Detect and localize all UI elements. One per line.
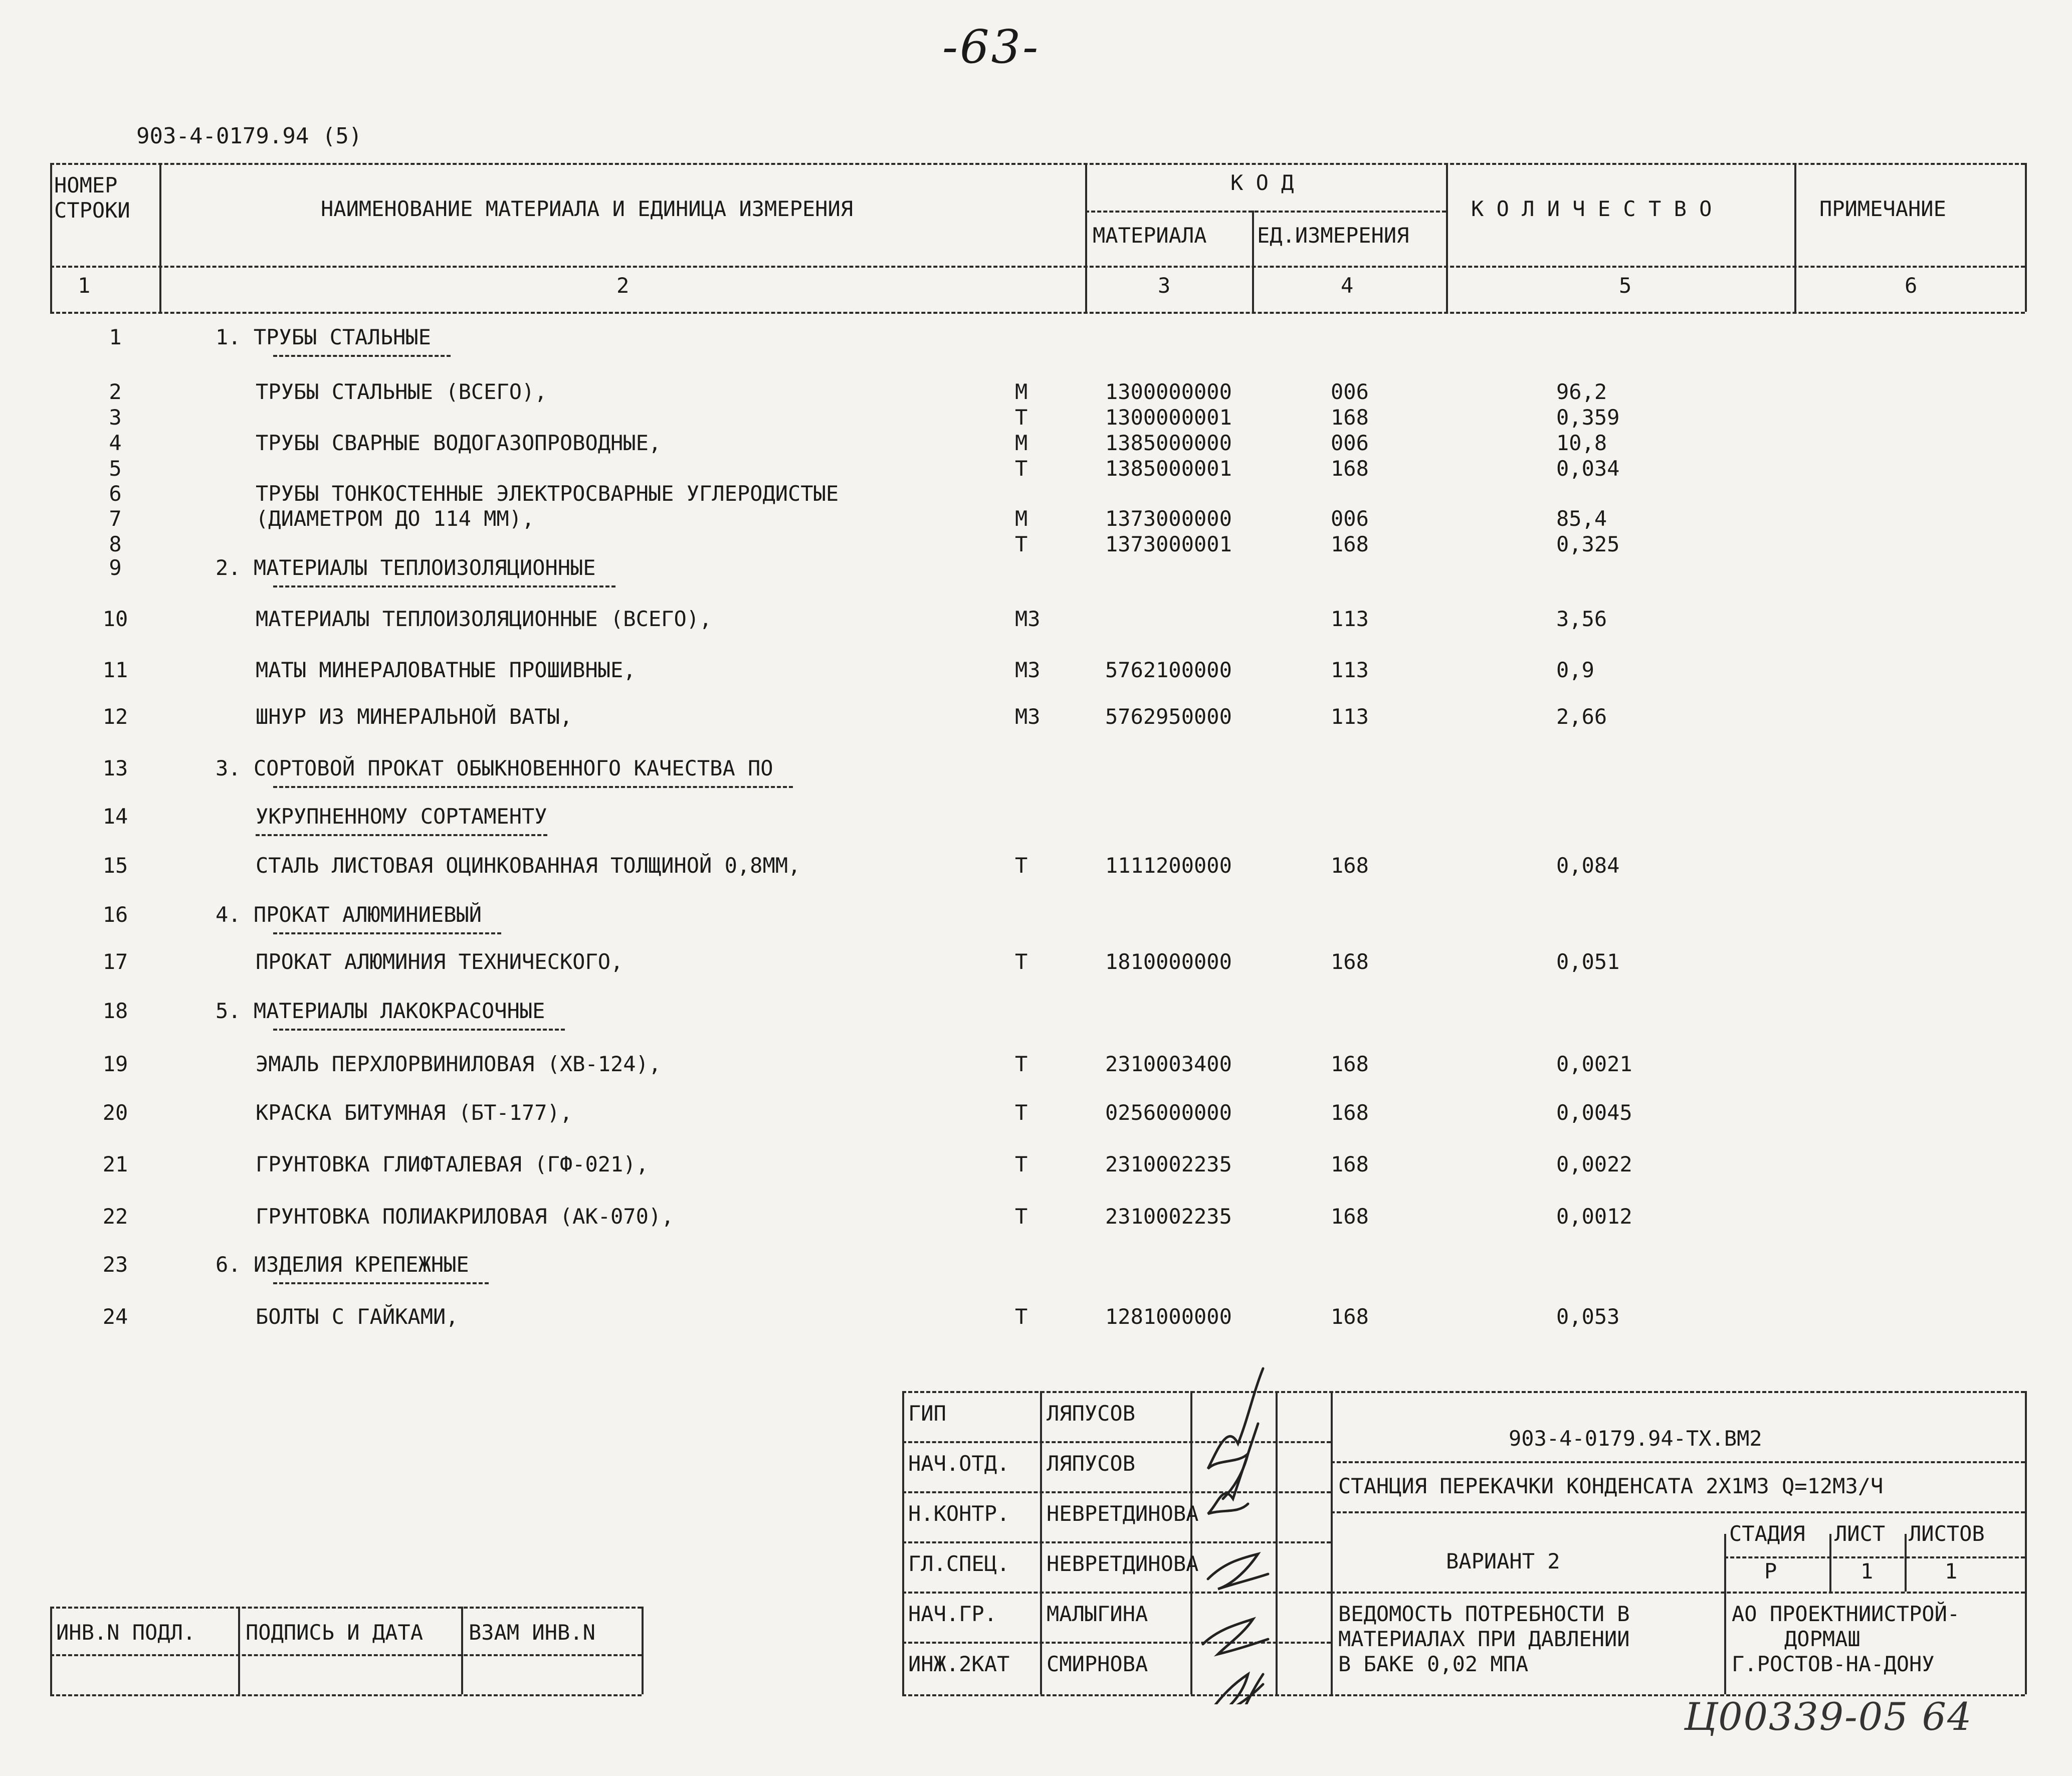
signatory-role: НАЧ.ОТД.	[908, 1451, 1010, 1476]
section-underline	[273, 1282, 489, 1284]
sheets-value: 1	[1945, 1559, 1958, 1584]
quantity-value: 0,325	[1556, 532, 1620, 556]
unit-of-measure: Т	[1015, 532, 1028, 556]
row-number: 19	[102, 1052, 128, 1076]
document-title-line: В БАКЕ 0,02 МПА	[1338, 1652, 1529, 1676]
material-code: 1111200000	[1105, 853, 1232, 878]
inventory-replacement-number: ВЗАМ ИНВ.N	[469, 1620, 595, 1645]
unit-code: 168	[1331, 405, 1369, 430]
unit-of-measure: Т	[1015, 949, 1028, 974]
quantity-value: 0,0045	[1556, 1100, 1632, 1125]
material-name: МАТЫ МИНЕРАЛОВАТНЫЕ ПРОШИВНЫЕ,	[256, 658, 636, 682]
quantity-value: 2,66	[1556, 704, 1607, 729]
header-col-number: 4	[1341, 273, 1354, 298]
section-underline	[273, 585, 615, 587]
section-underline	[273, 355, 451, 357]
material-name: ТРУБЫ ТОНКОСТЕННЫЕ ЭЛЕКТРОСВАРНЫЕ УГЛЕРОДИСТЫЕ	[256, 481, 839, 506]
inventory-signature-date: ПОДПИСЬ И ДАТА	[246, 1620, 424, 1645]
section-title: 6. ИЗДЕЛИЯ КРЕПЕЖНЫЕ	[216, 1252, 469, 1277]
unit-code: 006	[1331, 506, 1369, 531]
material-code: 1281000000	[1105, 1304, 1232, 1329]
sheets-header: ЛИСТОВ	[1909, 1521, 1985, 1546]
unit-code: 168	[1331, 456, 1369, 481]
row-number: 4	[109, 431, 122, 455]
page-number: -63-	[942, 20, 1041, 74]
row-number: 18	[102, 999, 128, 1023]
material-name: ГРУНТОВКА ГЛИФТАЛЕВАЯ (ГФ-021),	[256, 1152, 649, 1176]
material-code: 1810000000	[1105, 949, 1232, 974]
quantity-value: 0,359	[1556, 405, 1620, 430]
material-code: 2310003400	[1105, 1052, 1232, 1076]
row-number: 16	[102, 902, 128, 927]
row-number: 8	[109, 532, 122, 556]
material-code: 1385000001	[1105, 456, 1232, 481]
material-name: ШНУР ИЗ МИНЕРАЛЬНОЙ ВАТЫ,	[256, 704, 573, 729]
material-code: 5762100000	[1105, 658, 1232, 682]
section-title: 3. СОРТОВОЙ ПРОКАТ ОБЫКНОВЕННОГО КАЧЕСТВА ПО	[216, 756, 773, 780]
material-code: 1373000000	[1105, 506, 1232, 531]
stage-header: СТАДИЯ	[1729, 1521, 1805, 1546]
material-name: ТРУБЫ СТАЛЬНЫЕ (ВСЕГО),	[256, 379, 547, 404]
header-code: К О Д	[1230, 170, 1294, 195]
unit-of-measure: Т	[1015, 1052, 1028, 1076]
header-col-number: 1	[78, 273, 91, 298]
unit-code: 113	[1331, 658, 1369, 682]
document-title-line: МАТЕРИАЛАХ ПРИ ДАВЛЕНИИ	[1338, 1627, 1630, 1651]
row-number: 17	[102, 949, 128, 974]
quantity-value: 0,051	[1556, 949, 1620, 974]
row-number: 2	[109, 379, 122, 404]
unit-code: 168	[1331, 532, 1369, 556]
quantity-value: 3,56	[1556, 607, 1607, 631]
signatory-name: ЛЯПУСОВ	[1047, 1401, 1136, 1426]
row-number: 24	[102, 1304, 128, 1329]
sheet-value: 1	[1860, 1559, 1874, 1584]
unit-of-measure: Т	[1015, 456, 1028, 481]
signatory-role: НАЧ.ГР.	[908, 1602, 997, 1626]
material-code: 1300000000	[1105, 379, 1232, 404]
unit-of-measure: М	[1015, 506, 1028, 531]
header-col-number: 6	[1905, 273, 1918, 298]
unit-code: 113	[1331, 704, 1369, 729]
row-number: 22	[102, 1204, 128, 1229]
unit-of-measure: М	[1015, 431, 1028, 455]
signatory-name: МАЛЫГИНА	[1047, 1602, 1148, 1626]
section-underline	[273, 932, 501, 934]
signature-scribbles	[1188, 1363, 1288, 1704]
header-col-number: 5	[1619, 273, 1632, 298]
quantity-value: 96,2	[1556, 379, 1607, 404]
header-row-number-2: СТРОКИ	[54, 198, 130, 223]
material-code: 1300000001	[1105, 405, 1232, 430]
quantity-value: 0,053	[1556, 1304, 1620, 1329]
unit-of-measure: Т	[1015, 405, 1028, 430]
material-name: ГРУНТОВКА ПОЛИАКРИЛОВАЯ (АК-070),	[256, 1204, 674, 1229]
row-number: 7	[109, 506, 122, 531]
unit-of-measure: Т	[1015, 853, 1028, 878]
unit-of-measure: М3	[1015, 607, 1041, 631]
signatory-role: ИНЖ.2КАТ	[908, 1652, 1010, 1676]
unit-of-measure: М3	[1015, 658, 1041, 682]
row-number: 20	[102, 1100, 128, 1125]
unit-code: 168	[1331, 1052, 1369, 1076]
signatory-name: НЕВРЕТДИНОВА	[1047, 1551, 1199, 1576]
header-code-material: МАТЕРИАЛА	[1093, 223, 1207, 248]
section-title: УКРУПНЕННОМУ СОРТАМЕНТУ	[256, 804, 547, 829]
section-title: 4. ПРОКАТ АЛЮМИНИЕВЫЙ	[216, 902, 482, 927]
section-underline	[256, 834, 547, 836]
material-code: 2310002235	[1105, 1204, 1232, 1229]
unit-of-measure: Т	[1015, 1100, 1028, 1125]
section-title: 2. МАТЕРИАЛЫ ТЕПЛОИЗОЛЯЦИОННЫЕ	[216, 555, 596, 580]
sheet-header: ЛИСТ	[1834, 1521, 1886, 1546]
row-number: 9	[109, 555, 122, 580]
row-number: 14	[102, 804, 128, 829]
material-name: КРАСКА БИТУМНАЯ (БТ-177),	[256, 1100, 573, 1125]
unit-of-measure: М	[1015, 379, 1028, 404]
section-underline	[273, 1029, 565, 1031]
header-row-number-1: НОМЕР	[54, 173, 118, 198]
unit-code: 168	[1331, 1100, 1369, 1125]
designation-code: 903-4-0179.94-ТХ.ВМ2	[1509, 1426, 1762, 1451]
organization-line: ДОРМАШ	[1784, 1627, 1860, 1651]
quantity-value: 85,4	[1556, 506, 1607, 531]
section-title: 5. МАТЕРИАЛЫ ЛАКОКРАСОЧНЫЕ	[216, 999, 545, 1023]
unit-code: 006	[1331, 379, 1369, 404]
quantity-value: 0,0021	[1556, 1052, 1632, 1076]
quantity-value: 0,0022	[1556, 1152, 1632, 1176]
quantity-value: 10,8	[1556, 431, 1607, 455]
quantity-value: 0,034	[1556, 456, 1620, 481]
header-col-number: 2	[616, 273, 630, 298]
material-code: 5762950000	[1105, 704, 1232, 729]
signatory-name: НЕВРЕТДИНОВА	[1047, 1501, 1199, 1526]
material-name: МАТЕРИАЛЫ ТЕПЛОИЗОЛЯЦИОННЫЕ (ВСЕГО),	[256, 607, 712, 631]
header-code-unit: ЕД.ИЗМЕРЕНИЯ	[1257, 223, 1409, 248]
header-note: ПРИМЕЧАНИЕ	[1819, 196, 1946, 221]
row-number: 13	[102, 756, 128, 780]
material-name: СТАЛЬ ЛИСТОВАЯ ОЦИНКОВАННАЯ ТОЛЩИНОЙ 0,8ММ,	[256, 853, 801, 878]
row-number: 5	[109, 456, 122, 481]
row-number: 10	[102, 607, 128, 631]
row-number: 1	[109, 325, 122, 349]
material-code: 1385000000	[1105, 431, 1232, 455]
signatory-role: ГИП	[908, 1401, 946, 1426]
material-name: БОЛТЫ С ГАЙКАМИ,	[256, 1304, 459, 1329]
unit-code: 168	[1331, 1304, 1369, 1329]
signatory-role: ГЛ.СПЕЦ.	[908, 1551, 1010, 1576]
handwritten-archive-number: Ц00339-05 64	[1684, 1694, 1973, 1739]
row-number: 11	[102, 658, 128, 682]
organization-line: Г.РОСТОВ-НА-ДОНУ	[1732, 1652, 1935, 1676]
unit-code: 168	[1331, 1152, 1369, 1176]
project-name: СТАНЦИЯ ПЕРЕКАЧКИ КОНДЕНСАТА 2Х1М3 Q=12М3/Ч	[1338, 1474, 1884, 1498]
unit-code: 168	[1331, 949, 1369, 974]
inventory-original-number: ИНВ.N ПОДЛ.	[56, 1620, 196, 1645]
material-code: 1373000001	[1105, 532, 1232, 556]
row-number: 15	[102, 853, 128, 878]
stage-value: Р	[1764, 1559, 1777, 1584]
material-name: ТРУБЫ СВАРНЫЕ ВОДОГАЗОПРОВОДНЫЕ,	[256, 431, 662, 455]
header-quantity: К О Л И Ч Е С Т В О	[1471, 196, 1712, 221]
row-number: 23	[102, 1252, 128, 1277]
material-code: 2310002235	[1105, 1152, 1232, 1176]
row-number: 3	[109, 405, 122, 430]
row-number: 21	[102, 1152, 128, 1176]
document-code: 903-4-0179.94 (5)	[136, 123, 362, 149]
signatory-role: Н.КОНТР.	[908, 1501, 1010, 1526]
unit-of-measure: Т	[1015, 1152, 1028, 1176]
document-title-line: ВЕДОМОСТЬ ПОТРЕБНОСТИ В	[1338, 1602, 1630, 1626]
quantity-value: 0,084	[1556, 853, 1620, 878]
section-title: 1. ТРУБЫ СТАЛЬНЫЕ	[216, 325, 431, 349]
material-code: 0256000000	[1105, 1100, 1232, 1125]
quantity-value: 0,0012	[1556, 1204, 1632, 1229]
unit-of-measure: Т	[1015, 1304, 1028, 1329]
unit-code: 113	[1331, 607, 1369, 631]
row-number: 6	[109, 481, 122, 506]
signatory-name: СМИРНОВА	[1047, 1652, 1148, 1676]
material-name: ПРОКАТ АЛЮМИНИЯ ТЕХНИЧЕСКОГО,	[256, 949, 624, 974]
unit-of-measure: М3	[1015, 704, 1041, 729]
material-name: (ДИАМЕТРОМ ДО 114 ММ),	[256, 506, 535, 531]
quantity-value: 0,9	[1556, 658, 1594, 682]
header-material-name: НАИМЕНОВАНИЕ МАТЕРИАЛА И ЕДИНИЦА ИЗМЕРЕНИЯ	[321, 196, 854, 221]
material-name: ЭМАЛЬ ПЕРХЛОРВИНИЛОВАЯ (ХВ-124),	[256, 1052, 662, 1076]
unit-of-measure: Т	[1015, 1204, 1028, 1229]
unit-code: 168	[1331, 1204, 1369, 1229]
organization-line: АО ПРОЕКТНИИСТРОЙ-	[1732, 1602, 1960, 1626]
section-underline	[273, 786, 793, 788]
header-col-number: 3	[1158, 273, 1171, 298]
variant-label: ВАРИАНТ 2	[1446, 1549, 1560, 1573]
row-number: 12	[102, 704, 128, 729]
unit-code: 006	[1331, 431, 1369, 455]
unit-code: 168	[1331, 853, 1369, 878]
signatory-name: ЛЯПУСОВ	[1047, 1451, 1136, 1476]
